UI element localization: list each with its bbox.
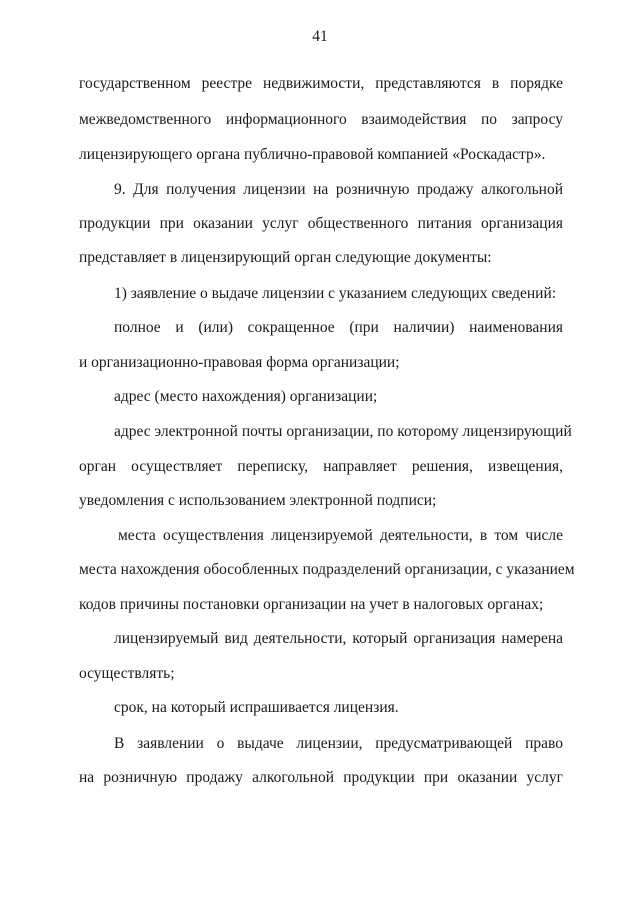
text-line: продукции при оказании услуг общественного питания организация: [79, 215, 563, 232]
text-line: лицензирующего органа публично-правовой компанией «Роскадастр».: [79, 146, 546, 163]
text-line: адрес (место нахождения) организации;: [114, 388, 378, 405]
text-line: лицензируемый вид деятельности, который организация намерена: [114, 630, 563, 647]
text-line: адрес электронной почты организации, по которому лицензирующий: [114, 423, 572, 440]
text-line: места осуществления лицензируемой деятельности, в том числе: [118, 527, 563, 544]
text-line: осуществлять;: [79, 665, 175, 682]
text-line: 1) заявление о выдаче лицензии с указанием следующих сведений:: [114, 285, 557, 302]
text-line: срок, на который испрашивается лицензия.: [114, 699, 399, 716]
text-line: В заявлении о выдаче лицензии, предусматривающей право: [114, 735, 563, 752]
text-line: представляет в лицензирующий орган следующие документы:: [79, 249, 492, 266]
text-line: государственном реестре недвижимости, представляются в порядке: [79, 75, 563, 92]
page-number: 41: [312, 28, 328, 45]
text-line: кодов причины постановки организации на учет в налоговых органах;: [79, 596, 544, 613]
text-line: места нахождения обособленных подразделений организации, с указанием: [79, 561, 575, 578]
text-line: орган осуществляет переписку, направляет решения, извещения,: [79, 458, 563, 475]
text-line: 9. Для получения лицензии на розничную продажу алкогольной: [114, 181, 563, 198]
text-line: межведомственного информационного взаимодействия по запросу: [79, 111, 563, 128]
text-line: и организационно-правовая форма организации;: [79, 354, 400, 371]
text-line: на розничную продажу алкогольной продукции при оказании услуг: [79, 769, 563, 786]
text-line: полное и (или) сокращенное (при наличии) наименования: [114, 319, 563, 336]
text-line: уведомления с использованием электронной подписи;: [79, 492, 437, 509]
